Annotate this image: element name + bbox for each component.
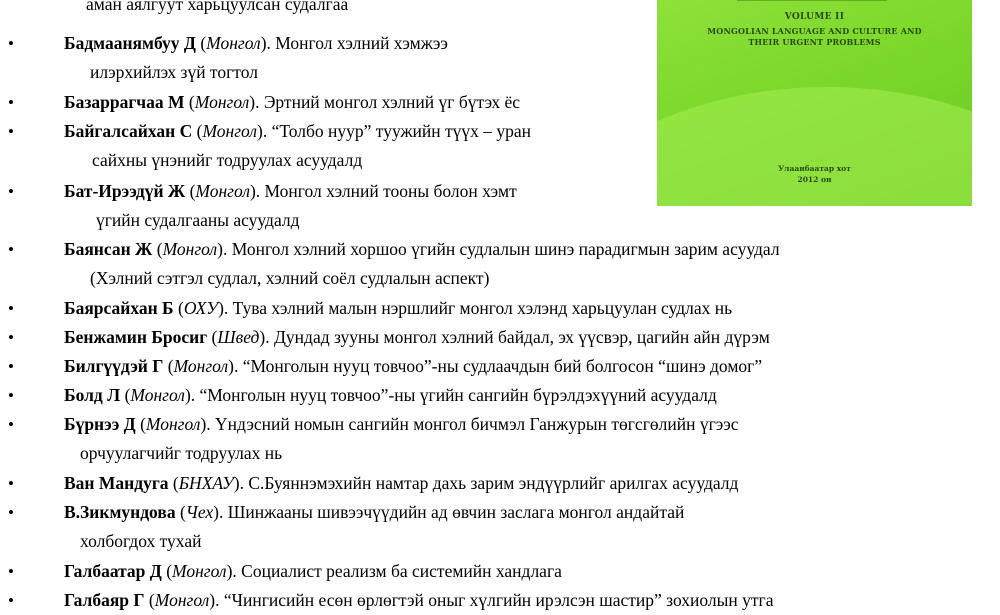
author-country: Монгол [162,239,218,259]
author-country: Монгол [145,414,201,434]
cover-year: 2012 он [797,175,832,184]
bullet-icon: • [8,474,14,493]
cover-title [657,26,972,48]
paper-title: Монгол хэлний хэмжээ [275,33,448,53]
author-name: Бат-Ирээдүй Ж [64,181,186,201]
paper-title: Монгол хэлний хоршоо үгийн судлалын шинэ парадигмын зарим асуудал [231,239,780,259]
paper-title: Тува хэлний малын нэршлийг монгол хэлэнд харьцуулан судлах нь [232,298,733,318]
list-item [0,235,990,293]
paper-title-continuation: үгийн судалгааны асуудалд [96,210,300,230]
author-name: Галбаатар Д [64,561,162,581]
author-country: БНХАУ [178,473,234,493]
bullet-icon: • [8,93,14,112]
author-country: Монгол [195,181,250,201]
author-country: Монгол [130,385,185,405]
paper-title-continuation: орчуулагчийг тодруулах нь [80,443,283,463]
paper-title: Монгол хэлний тооны болон хэмт [264,181,517,201]
author-country: Швед [217,327,260,347]
paper-title: Дундад зууны монгол хэлний байдал, эх үүсвэр, цагийн айн дүрэм [274,327,770,347]
list-item [0,381,990,410]
paper-title: Үндэсний номын сангийн монгол бичмэл Ганжурын төгсгөлийн үгээс [215,414,739,434]
list-item [0,410,990,468]
paper-title-continuation: илэрхийлэх зүй тогтол [90,62,258,82]
entry-first-line: Бат-Ирээдүй Ж (Монгол). Монгол хэлний тооны болон хэмт [64,181,517,201]
list-item [0,557,990,586]
author-name: Галбаяр Г [64,590,145,610]
entry-first-line: Бүрнээ Д (Монгол). Үндэсний номын сангийн монгол бичмэл Ганжурын төгсгөлийн үгээс [64,414,739,434]
author-country: Монгол [172,561,227,581]
entry-first-line: Ван Мандуга (БНХАУ). С.Буяннэмэхийн намтар дахь зарим эндүүрлийг арилгах асуудалд [64,473,739,493]
author-country: Монгол [202,121,258,141]
entry-first-line: Базаррагчаа М (Монгол). Эртний монгол хэлний үг бүтэх ёс [64,92,521,112]
entry-first-line: Галбаатар Д (Монгол). Социалист реализм ба системийн хандлага [64,561,562,581]
paper-title-continuation: холбогдох тухай [80,531,202,551]
cover-title-line2: THEIR URGENT PROBLEMS [748,37,881,47]
entry-first-line: Галбаяр Г (Монгол). “Чингисийн есөн өрлөгтэй оныг хүлгийн ирэлсэн шастир” зохиолын утга [64,590,774,610]
author-name: Билгүүдэй Г [64,356,164,376]
paper-title: Шинжааны шивээчүүдийн ад өвчин заслага монгол андайтай [227,502,685,522]
paper-title: Эртний монгол хэлний үг бүтэх ёс [263,92,521,112]
paper-title: Социалист реализм ба системийн хандлага [241,561,562,581]
bullet-icon: • [8,415,14,434]
paper-title-continuation: аман аялгуут харьцуулсан судалгаа [86,0,349,14]
entry-first-line: В.Зикмундова (Чех). Шинжааны шивээчүүдийн ад өвчин заслага монгол андайтай [64,502,685,522]
paper-title: “Монголын нууц товчоо”-ны судлаачдын бий болгосон “шинэ домог” [242,356,763,376]
list-item [0,352,990,381]
bullet-icon: • [8,122,14,141]
author-name: Болд Л [64,385,121,405]
author-name: В.Зикмундова [64,502,176,522]
entry-first-line: Болд Л (Монгол). “Монголын нууц товчоо”-ны үгийн сангийн бүрэлдэхүүний асуудалд [64,385,717,405]
bullet-icon: • [8,503,14,522]
author-country: Монгол [194,92,250,112]
cover-top-text-band [737,0,887,1]
author-country: ОХУ [183,298,219,318]
bullet-icon: • [8,34,14,53]
bullet-icon: • [8,357,14,376]
entry-first-line: Бенжамин Бросиг (Швед). Дундад зууны монгол хэлний байдал, эх үүсвэр, цагийн айн дүрэм [64,327,770,347]
author-name: Бадмаанямбуу Д [64,33,196,53]
author-name: Баянсан Ж [64,239,153,259]
bullet-icon: • [8,562,14,581]
bullet-icon: • [8,328,14,347]
author-name: Баярсайхан Б [64,298,174,318]
author-name: Бүрнээ Д [64,414,136,434]
author-country: Монгол [154,590,210,610]
author-country: Чех [185,502,214,522]
list-item [0,469,990,498]
paper-title-continuation: сайхны үнэнийг тодруулах асуудалд [92,150,363,170]
bullet-icon: • [8,591,14,610]
entry-first-line: Билгүүдэй Г (Монгол). “Монголын нууц товчоо”-ны судлаачдын бий болгосон “шинэ домог” [64,356,763,376]
cover-decorative-arc [657,87,972,206]
list-item [0,294,990,323]
author-name: Бенжамин Бросиг [64,327,208,347]
entry-first-line: Бадмаанямбуу Д (Монгол). Монгол хэлний хэмжээ [64,33,448,53]
paper-title: “Монголын нууц товчоо”-ны үгийн сангийн бүрэлдэхүүний асуудалд [199,385,717,405]
entry-first-line: Баянсан Ж (Монгол). Монгол хэлний хоршоо үгийн судлалын шинэ парадигмын зарим асуудал [64,239,780,259]
entry-first-line: Баярсайхан Б (ОХУ). Тува хэлний малын нэршлийг монгол хэлэнд харьцуулан судлах нь [64,298,733,318]
author-country: Монгол [173,356,229,376]
list-item [0,498,990,556]
author-name: Байгалсайхан С [64,121,193,141]
author-name: Базаррагчаа М [64,92,185,112]
bullet-icon: • [8,299,14,318]
cover-title-line1: MONGOLIAN LANGUAGE AND CULTURE AND [707,26,922,36]
cover-place: Улаанбаатар хот [778,164,851,173]
paper-title: “Толбо нуур” туужийн түүх – уран [271,121,532,141]
bullet-icon: • [8,240,14,259]
list-item [0,586,990,615]
list-item [0,323,990,352]
entry-first-line: Байгалсайхан С (Монгол). “Толбо нуур” туужийн түүх – уран [64,121,532,141]
paper-title: С.Буяннэмэхийн намтар дахь зарим эндүүрлийг арилгах асуудалд [248,473,739,493]
cover-volume-label: VOLUME II [784,12,845,22]
paper-title: “Чингисийн есөн өрлөгтэй оныг хүлгийн ирэлсэн шастир” зохиолын утга [223,590,774,610]
bullet-icon: • [8,182,14,201]
author-name: Ван Мандуга [64,473,169,493]
bullet-icon: • [8,386,14,405]
author-country: Монгол [206,33,261,53]
book-cover-image [657,0,972,206]
paper-title-continuation: (Хэлний сэтгэл судлал, хэлний соёл судлалын аспект) [90,268,490,288]
